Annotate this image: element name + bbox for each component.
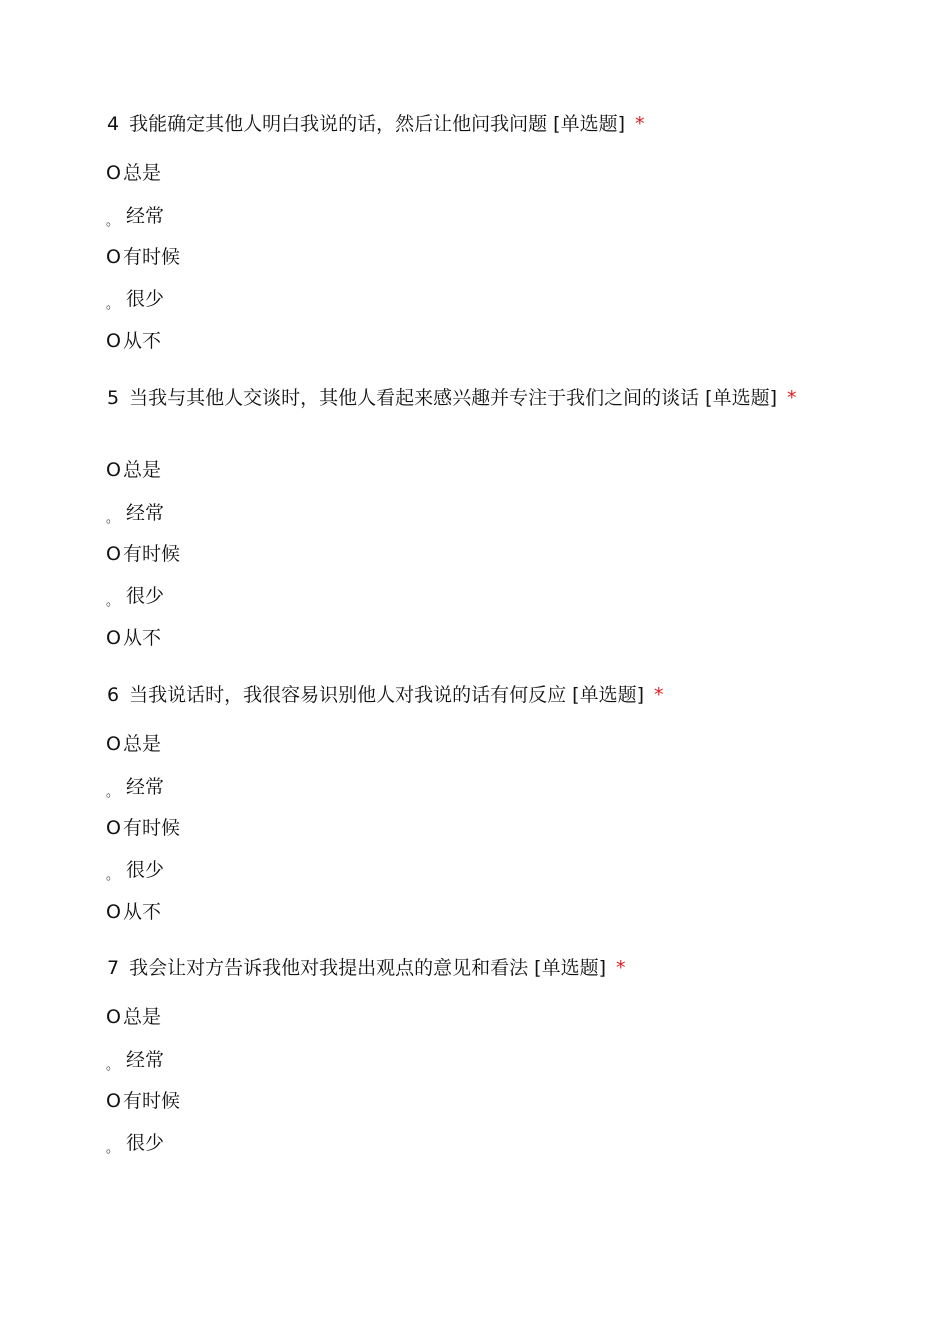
option-label: 总是 [123,162,162,184]
radio-dot-icon[interactable]: 。 [106,785,120,800]
option-label: 从不 [123,330,162,352]
question-title [107,957,822,979]
question-type: [单选题] [572,684,644,706]
radio-circle-icon[interactable]: O [106,1006,121,1028]
radio-option[interactable] [106,627,161,649]
option-label: 从不 [123,901,162,923]
option-label: 经常 [126,502,165,524]
radio-circle-icon[interactable]: O [106,459,121,481]
radio-option[interactable] [106,330,161,352]
question-type: [单选题] [534,957,606,979]
radio-circle-icon[interactable]: O [106,901,121,923]
radio-dot-icon[interactable]: 。 [106,214,120,229]
radio-dot-icon[interactable]: 。 [106,297,120,312]
radio-option[interactable] [106,1049,164,1077]
option-label: 有时候 [123,1090,181,1112]
question-number: 5 [107,387,120,409]
option-label: 总是 [123,733,162,755]
option-label: 经常 [126,776,165,798]
option-label: 很少 [126,585,165,607]
option-label: 总是 [123,1006,162,1028]
question-title [107,684,822,706]
radio-option[interactable] [106,585,164,613]
radio-circle-icon[interactable]: O [106,330,121,352]
radio-circle-icon[interactable]: O [106,543,121,565]
question-title [107,387,822,409]
option-label: 很少 [126,859,165,881]
radio-dot-icon[interactable]: 。 [106,868,120,883]
radio-option[interactable] [106,1090,180,1112]
required-asterisk: * [634,113,645,135]
radio-circle-icon[interactable]: O [106,1090,121,1112]
question-type: [单选题] [553,113,625,135]
radio-option[interactable] [106,733,161,755]
question-number: 6 [107,684,120,706]
radio-option[interactable] [106,817,180,839]
option-label: 从不 [123,627,162,649]
radio-dot-icon[interactable]: 。 [106,1141,120,1156]
question-number: 7 [107,957,120,979]
radio-option[interactable] [106,901,161,923]
radio-option[interactable] [106,459,161,481]
option-label: 很少 [126,288,165,310]
radio-dot-icon[interactable]: 。 [106,594,120,609]
radio-option[interactable] [106,776,164,804]
radio-dot-icon[interactable]: 。 [106,1058,120,1073]
radio-option[interactable] [106,288,164,316]
radio-option[interactable] [106,162,161,184]
radio-option[interactable] [106,859,164,887]
option-label: 很少 [126,1132,165,1154]
radio-option[interactable] [106,1132,164,1160]
option-label: 经常 [126,205,165,227]
option-label: 有时候 [123,543,181,565]
question-text: 我会让对方告诉我他对我提出观点的意见和看法 [129,957,529,979]
radio-circle-icon[interactable]: O [106,733,121,755]
question-number: 4 [107,113,120,135]
radio-circle-icon[interactable]: O [106,162,121,184]
radio-option[interactable] [106,1006,161,1028]
radio-option[interactable] [106,543,180,565]
option-label: 有时候 [123,246,181,268]
radio-circle-icon[interactable]: O [106,627,121,649]
question-type: [单选题] [705,387,777,409]
radio-option[interactable] [106,246,180,268]
question-text: 当我说话时，我很容易识别他人对我说的话有何反应 [129,684,567,706]
radio-circle-icon[interactable]: O [106,817,121,839]
radio-option[interactable] [106,205,164,233]
question-text: 我能确定其他人明白我说的话，然后让他问我问题 [129,113,548,135]
radio-circle-icon[interactable]: O [106,246,121,268]
question-text: 当我与其他人交谈时，其他人看起来感兴趣并专注于我们之间的谈话 [129,387,700,409]
required-asterisk: * [615,957,626,979]
question-title [107,113,822,135]
radio-option[interactable] [106,502,164,530]
option-label: 总是 [123,459,162,481]
option-label: 经常 [126,1049,165,1071]
required-asterisk: * [786,387,797,409]
option-label: 有时候 [123,817,181,839]
radio-dot-icon[interactable]: 。 [106,511,120,526]
required-asterisk: * [653,684,664,706]
